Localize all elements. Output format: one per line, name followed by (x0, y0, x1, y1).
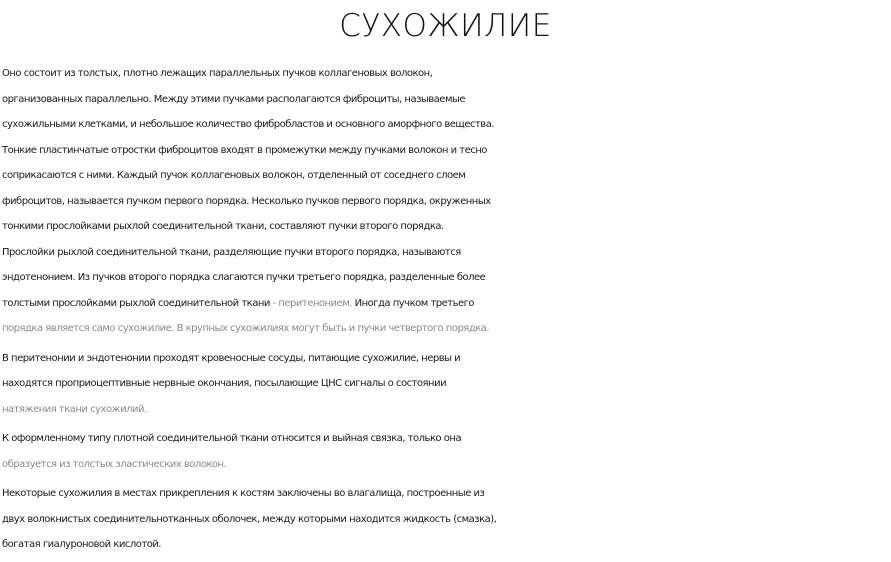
paragraph (2, 426, 889, 477)
text-line: Некоторые сухожилия в местах прикрепления к костям заключены во влагалища, построенные из (2, 488, 485, 499)
text-line: богатая гиалуроновой кислотой. (2, 539, 161, 550)
text-line-faded: образуется из толстых эластических волокон. (2, 458, 227, 470)
text-line: фиброцитов, называется пучком первого порядка. Несколько пучков первого порядка, окруженных (2, 195, 491, 207)
paragraph (2, 346, 889, 423)
text-segment: Иногда пучком третьего (351, 297, 475, 309)
text-line-faded: порядка является само сухожилие. В крупных сухожилиях могут быть и пучки четвертого порядка. (2, 323, 490, 334)
text-line: тонкими прослойками рыхлой соединительной ткани, составляют пучки второго порядка. (2, 221, 444, 232)
text-line: двух волокнистых соединительнотканных оболочек, между которыми находится жидкость (смазка), (2, 513, 497, 525)
text-line: эндотенонием. Из пучков второго порядка слагаются пучки третьего порядка, разделенные более (2, 272, 486, 283)
text-line: Оно состоит из толстых, плотно лежащих параллельных пучков коллагеновых волокон, (2, 68, 433, 79)
text-line: Тонкие пластинчатые отростки фиброцитов входят в промежутки между пучками волокон и тесно (2, 144, 487, 156)
text-line: К оформленному типу плотной соединительной ткани относится и выйная связка, только она (2, 433, 462, 444)
article-body (2, 61, 889, 558)
text-line: сухожильными клетками, и небольшое количество фибробластов и основного аморфного вещества. (2, 119, 495, 130)
text-segment: толстыми прослойками рыхлой соединительной ткани (2, 297, 270, 309)
text-line: В перитенонии и эндотенонии проходят кровеносные сосуды, питающие сухожилие, нервы и (2, 352, 461, 364)
text-line-faded: натяжения ткани сухожилий. (2, 403, 147, 415)
paragraph (2, 61, 889, 342)
text-line: соприкасаются с ними. Каждый пучок коллагеновых волокон, отделенный от соседнего слоем (2, 170, 466, 181)
text-line: организованных параллельно. Между этими пучками располагаются фиброциты, называемые (2, 93, 466, 105)
text-line: Прослойки рыхлой соединительной ткани, разделяющие пучки второго порядка, называются (2, 246, 461, 258)
text-line: находятся проприоцептивные нервные окончания, посылающие ЦНС сигналы о состоянии (2, 378, 447, 389)
text-segment-faded: - перитенонием. (269, 297, 352, 309)
paragraph (2, 481, 889, 558)
page-title: СУХОЖИЛИЕ (339, 8, 552, 44)
text-line (2, 291, 889, 317)
